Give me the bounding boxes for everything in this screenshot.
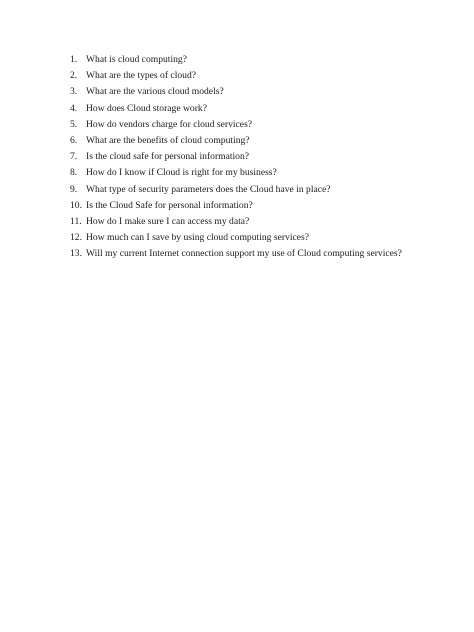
list-item-text: What are the various cloud models?	[86, 86, 224, 98]
list-item	[70, 117, 470, 133]
list-item-number: 4.	[70, 102, 78, 114]
list-item	[70, 198, 470, 214]
list-item	[70, 133, 470, 149]
list-item-number: 3.	[70, 86, 78, 98]
list-item-number: 11.	[70, 215, 82, 227]
list-item	[70, 101, 470, 117]
list-item-number: 10.	[70, 199, 82, 211]
list-item-number: 13.	[70, 248, 82, 260]
list-item-number: 2.	[70, 70, 78, 82]
list-item	[70, 149, 470, 165]
list-item	[70, 214, 470, 230]
list-item	[70, 165, 470, 181]
list-item-text: What type of security parameters does the Cloud have in place?	[86, 183, 331, 195]
list-item-number: 9.	[70, 183, 78, 195]
list-item	[70, 182, 470, 198]
list-item-number: 1.	[70, 54, 78, 65]
list-item-number: 7.	[70, 151, 78, 163]
list-item-text: What are the benefits of cloud computing?	[86, 134, 250, 146]
list-item-number: 6.	[70, 134, 78, 146]
list-item-text: Will my current Internet connection support my use of Cloud computing services?	[86, 248, 402, 260]
list-item-text: Is the Cloud Safe for personal information?	[86, 199, 253, 211]
list-item-text: How does Cloud storage work?	[86, 102, 207, 114]
question-list	[70, 52, 470, 262]
list-item-number: 8.	[70, 167, 78, 179]
list-item	[70, 52, 470, 68]
list-item	[70, 230, 470, 246]
list-item-text: How do I make sure I can access my data?	[86, 215, 250, 227]
list-item-text: What are the types of cloud?	[86, 70, 197, 82]
list-item-text: How do I know if Cloud is right for my business?	[86, 167, 277, 179]
list-item-text: What is cloud computing?	[86, 54, 187, 65]
list-item	[70, 84, 470, 100]
list-item-text: How much can I save by using cloud computing services?	[86, 232, 309, 244]
list-item-number: 5.	[70, 118, 78, 130]
list-item-text: Is the cloud safe for personal information?	[86, 151, 250, 163]
list-item-number: 12.	[70, 232, 82, 244]
list-item-text: How do vendors charge for cloud services?	[86, 118, 253, 130]
list-item	[70, 68, 470, 84]
list-item	[70, 246, 470, 262]
